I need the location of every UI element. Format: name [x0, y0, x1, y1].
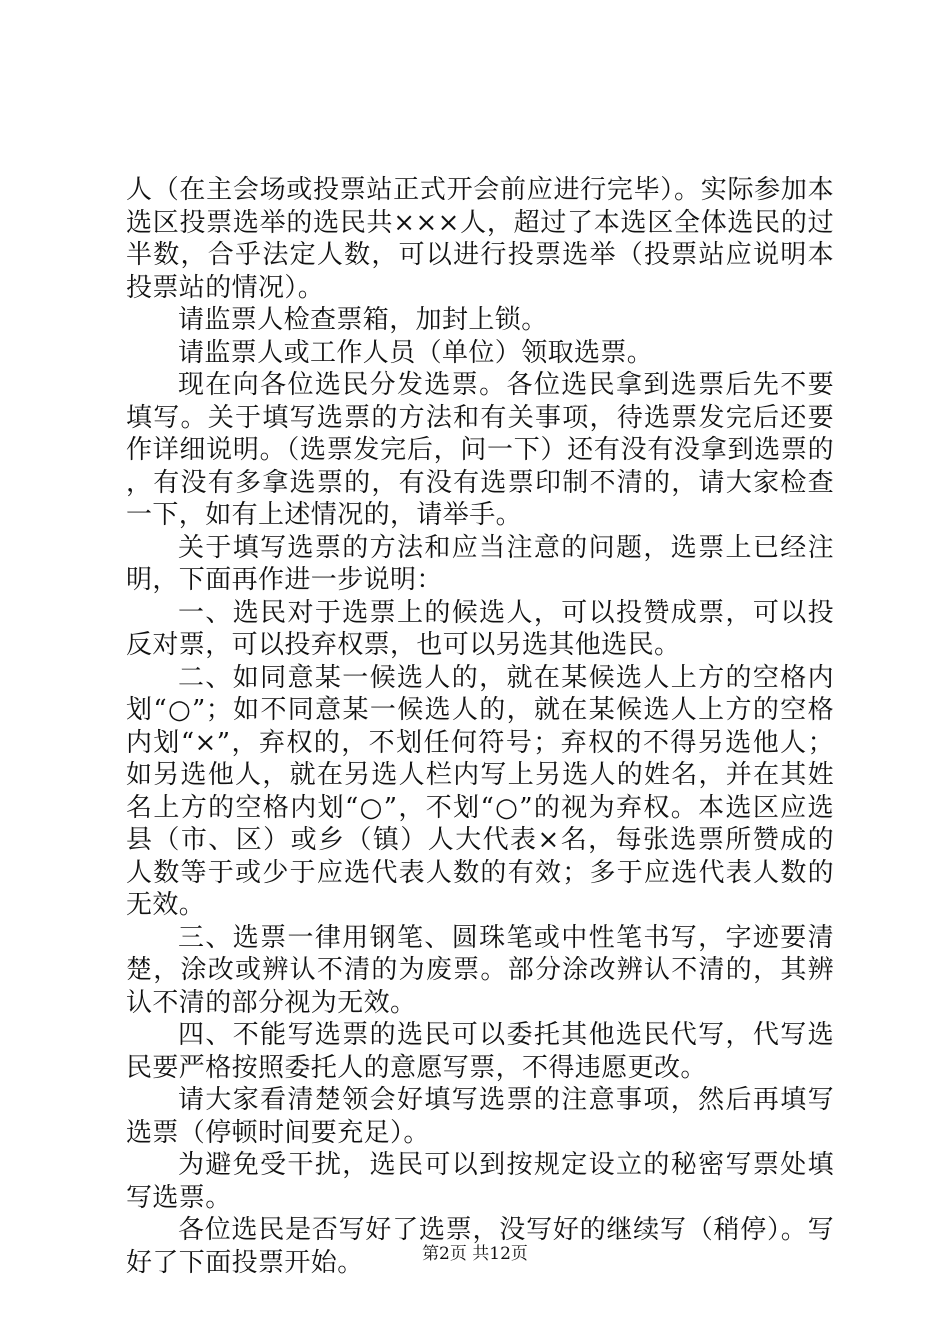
paragraph-3: 请监票人或工作人员（单位）领取选票。: [178, 337, 654, 368]
paragraph-12: 各位选民是否写好了选票，没写好的继续写（稍停）。写好了下面投票开始。: [126, 1215, 834, 1278]
paragraph-8: 三、选票一律用钢笔、圆珠笔或中性笔书写，字迹要清楚，涂改或辨认不清的为废票。部分涂改辨认不清的，其辨认不清的部分视为无效。: [126, 922, 834, 1018]
paragraph-4: 现在向各位选民分发选票。各位选民拿到选票后先不要填写。关于填写选票的方法和有关事项，待选票发完后还要作详细说明。（选票发完后，问一下）还有没有没拿到选票的，有没有多拿选票的，有没有选票印制不清的，请大家检查一下，如有上述情况的，请举手。: [126, 370, 834, 530]
paragraph-7: 二、如同意某一候选人的，就在某候选人上方的空格内划“○”；如不同意某一候选人的，就在某候选人上方的空格内划“×”，弃权的，不划任何符号；弃权的不得另选他人；如另选他人，就在另选人栏内写上另选人的姓名，并在其姓名上方的空格内划“○”，不划“○”的视为弃权。本选区应选县（市、区）或乡（镇）人大代表×名，每张选票所赞成的人数等于或少于应选代表人数的有效；多于应选代表人数的无效。: [126, 662, 834, 920]
paragraph-1: 人（在主会场或投票站正式开会前应进行完毕）。实际参加本选区投票选举的选民共×××人，超过了本选区全体选民的过半数，合乎法定人数，可以进行投票选举（投票站应说明本投票站的情况）。: [126, 175, 834, 303]
paragraph-10: 请大家看清楚领会好填写选票的注意事项，然后再填写选票（停顿时间要充足）。: [126, 1085, 834, 1148]
paragraph-11: 为避免受干扰，选民可以到按规定设立的秘密写票处填写选票。: [126, 1150, 834, 1213]
document-body: [126, 174, 834, 1279]
paragraph-5: 关于填写选票的方法和应当注意的问题，选票上已经注明，下面再作进一步说明：: [126, 532, 834, 595]
page-number-footer: 第2页 共12页: [422, 1244, 528, 1264]
paragraph-9: 四、不能写选票的选民可以委托其他选民代写，代写选民要严格按照委托人的意愿写票，不得违愿更改。: [126, 1020, 834, 1083]
paragraph-2: 请监票人检查票箱，加封上锁。: [178, 305, 548, 335]
paragraph-6: 一、选民对于选票上的候选人，可以投赞成票，可以投反对票，可以投弃权票，也可以另选其他选民。: [126, 597, 834, 660]
